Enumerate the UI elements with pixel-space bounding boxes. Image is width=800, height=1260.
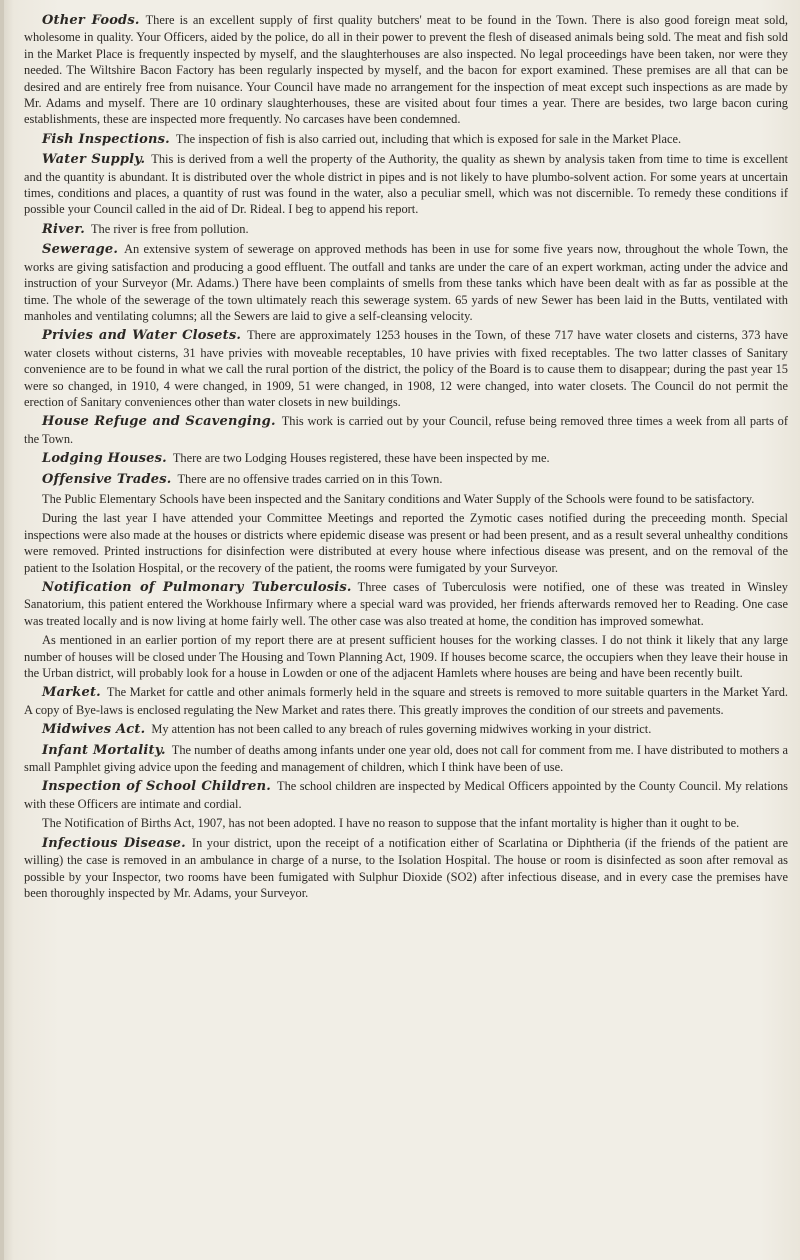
body-tuberculosis: Three cases of Tuberculosis were notified, one of these was treated in Winsley Sanatorium, this patient entered the Workhouse Infirmary where a special ward was provided, her friends afterwards removed her to Reading. One case was treated locally and is now living at home fairly well. The other case was also treated at home, the condition has improved somewhat.: [24, 580, 789, 628]
heading-school-inspection: Inspection of School Children.: [42, 779, 272, 795]
heading-lodging-houses: Lodging Houses.: [42, 451, 167, 467]
body-zymotic: During the last year I have attended your Committee Meetings and reported the Zymotic cases notified during the preceeding month. Special inspections were also made at the houses or districts where epidemic disease was present or had been present, and as a result several unhealthy conditions were removed. Printed instructions for disinfection were distributed at every house where infectious disease was present, and on the removal of the patient to the Isolation Hospital, or the recovery of the patient, the rooms were fumigated by your Surveyor.: [24, 511, 788, 575]
heading-market: Market.: [42, 685, 101, 701]
paragraph-fish-inspections: [24, 131, 788, 148]
paragraph-market: [24, 684, 788, 718]
paragraph-lodging-houses: [24, 450, 788, 467]
body-schools: The Public Elementary Schools have been inspected and the Sanitary conditions and Water Supply of the Schools were found to be satisfactory.: [42, 491, 755, 506]
heading-offensive-trades: Offensive Trades.: [42, 471, 172, 487]
body-privies: There are approximately 1253 houses in the Town, of these 717 have water closets and cisterns, 373 have water closets without cisterns, 31 have privies with moveable receptables, 10 have privies with fixed receptables. The two latter classes of Sanitary convenience are to be found in what we call the rural portion of the district, the policy of the Board is to cause them to disappear; during the past year 15 were so changed, in 1910, 4 were changed, in 1909, 51 were changed, in 1908, 12 were changed, into water closets. The Council do not permit the erection of Sanitary conveniences other than water closets in new buildings.: [24, 328, 788, 409]
page-edge-shadow: [0, 0, 4, 1260]
heading-infant-mortality: Infant Mortality.: [42, 742, 166, 758]
heading-water-supply: Water Supply.: [42, 152, 146, 168]
paragraph-river: [24, 221, 788, 238]
body-market: The Market for cattle and other animals formerly held in the square and streets is removed to more suitable quarters in the Market Yard. A copy of Bye-laws is enclosed regulating the New Market and rates there. This greatly improves the condition of our streets and pavements.: [24, 685, 788, 717]
paragraph-housing: [24, 632, 788, 681]
heading-house-refuge: House Refuge and Scavenging.: [42, 414, 276, 430]
heading-sewerage: Sewerage.: [42, 242, 119, 258]
body-lodging-houses: There are two Lodging Houses registered, these have been inspected by me.: [172, 451, 550, 466]
paragraph-births-act: [24, 815, 788, 831]
heading-tuberculosis: Notification of Pulmonary Tuberculosis.: [42, 580, 352, 595]
body-sewerage: An extensive system of sewerage on approved methods has been in use for some five years now, throughout the whole Town, the works are giving satisfaction and producing a good effluent. The outfall and tanks are under the care of an expert workman, acting under the advice and instruction of your Surveyor (Mr. Adams.) There have been complaints of smells from these tanks which have been dealt with as far as possible at the time. The whole of the sewerage of the town ultimately reach this sewerage system. 65 yards of new Sewer has been laid in the Butts, ventilated with manholes and ventilating columns; all the Sewers are laid to give a self-cleansing velocity.: [24, 242, 788, 323]
paragraph-other-foods: [24, 12, 788, 128]
body-housing: As mentioned in an earlier portion of my report there are at present sufficient houses for the working classes. I do not think it likely that any large number of houses will be closed under The Housing and Town Planning Act, 1909. If houses become scarce, the occupiers when they leave their house in the Urban district, will probably look for a house in Lowden or one of the adjacent Hamlets where houses are being and have been recently built.: [24, 633, 788, 681]
paragraph-offensive-trades: [24, 471, 788, 488]
body-school-inspection: The school children are inspected by Medical Officers appointed by the County Council. My relations with these Officers are intimate and cordial.: [24, 779, 788, 811]
report-text: [24, 12, 788, 904]
heading-infectious-disease: Infectious Disease.: [42, 835, 186, 851]
paragraph-sewerage: [24, 241, 788, 324]
body-births-act: The Notification of Births Act, 1907, has not been adopted. I have no reason to suppose that the infant mortality is higher than it ought to be.: [42, 816, 740, 831]
heading-other-foods: Other Foods.: [42, 13, 140, 28]
paragraph-schools: [24, 491, 788, 507]
heading-river: River.: [42, 221, 85, 237]
paragraph-infectious-disease: [24, 835, 788, 902]
body-infectious-disease: In your district, upon the receipt of a notification either of Scarlatina or Diphtheria (if the friends of the patient are willing) the case is removed in an ambulance in charge of a nurse, to the Isolation Hospital. The house or room is disinfected as soon after removal as possible by your Inspector, two rooms have been fumigated with Sulphur Dioxide (SO2) after infectious disease, and in every case the premises have been thoroughly inspected by Mr. Adams, your Surveyor.: [24, 835, 788, 900]
paragraph-school-inspection: [24, 778, 788, 812]
paragraph-house-refuge: [24, 413, 788, 447]
paragraph-water-supply: [24, 151, 788, 218]
paragraph-zymotic: [24, 510, 788, 576]
body-fish-inspections: The inspection of fish is also carried out, including that which is exposed for sale in the Market Place.: [175, 131, 682, 146]
paragraph-midwives-act: [24, 721, 788, 738]
heading-midwives-act: Midwives Act.: [42, 722, 146, 738]
body-water-supply: This is derived from a well the property of the Authority, the quality as shewn by analysis taken from time to time is excellent and the quantity is abundant. It is distributed over the whole district in pipes and is not likely to have plumbo-solvent action. For some years at uncertain times, conditions and places, a quantity of rust was found in the water, also a peculiar smell, which was not discernible. To remedy these conditions if possible your Council called in the aid of Dr. Rideal. I beg to append his report.: [24, 152, 788, 217]
body-infant-mortality: The number of deaths among infants under one year old, does not call for comment from me. I have distributed to mothers a small Pamphlet giving advice upon the feeding and management of children, which I think have been of use.: [24, 742, 788, 775]
heading-privies: Privies and Water Closets.: [42, 328, 242, 344]
body-other-foods: There is an excellent supply of first quality butchers' meat to be found in the Town. There is also good foreign meat sold, wholesome in quality. Your Officers, aided by the police, do all in their power to prevent the flesh of diseased animals being sold. The meat and fish sold in the Market Place is frequently inspected by myself, and the slaughterhouses are also inspected. No legal proceedings have been taken, nor were they needed. The Wiltshire Bacon Factory has been regularly inspected by myself, and the bacon for export examined. These premises are all that can be desired and are entirely free from nuisance. Your Council have made no arrangement for the inspection of meat except such inspections as are made by Mr. Adams and myself. There are 10 ordinary slaughterhouses, these are visited about four times a year. There are besides, two large bacon curing establishments, these are inspected more frequently. No carcases have been condemned.: [24, 13, 788, 127]
paragraph-infant-mortality: [24, 742, 788, 776]
body-house-refuge: This work is carried out by your Council, refuse being removed three times a week from all parts of the Town.: [24, 414, 789, 446]
body-offensive-trades: There are no offensive trades carried on in this Town.: [177, 471, 443, 486]
paragraph-tuberculosis: [24, 579, 788, 629]
heading-fish-inspections: Fish Inspections.: [42, 131, 170, 147]
paragraph-privies: [24, 327, 788, 410]
body-river: The river is free from pollution.: [90, 221, 249, 236]
body-midwives-act: My attention has not been called to any breach of rules governing midwives working in your district.: [151, 722, 652, 737]
